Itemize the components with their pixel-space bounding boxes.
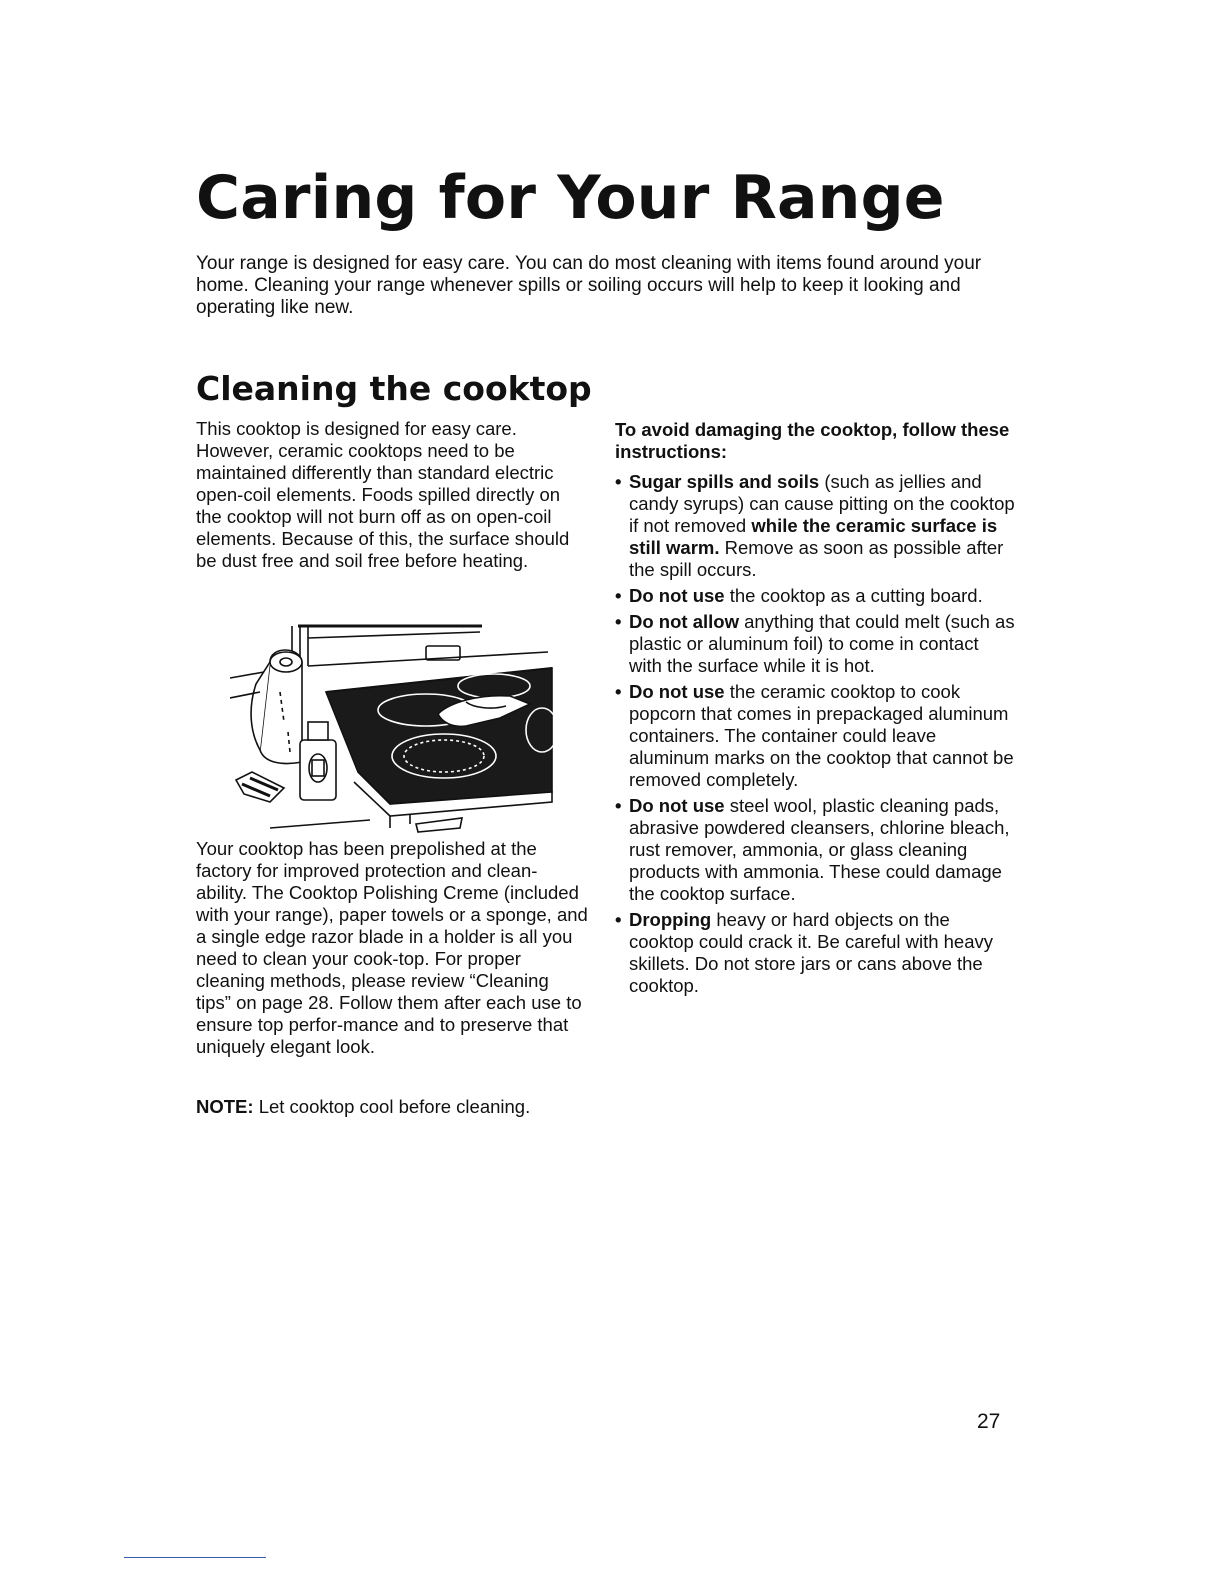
list-item-text: anything that could melt (such as plastic or aluminum foil) to come in contact with the surface while it is hot. xyxy=(629,611,1015,676)
intro-paragraph: Your range is designed for easy care. You can do most cleaning with items found around your home. Cleaning your range whenever spills or soiling occurs will help to keep it looking and operating like new. xyxy=(196,253,982,318)
page-number: 27 xyxy=(977,1410,1001,1433)
list-item-text: the ceramic cooktop to cook popcorn that comes in prepackaged aluminum containers. The container could leave aluminum marks on the cooktop that cannot be removed completely. xyxy=(629,681,1014,790)
left-column xyxy=(196,418,588,572)
instructions-intro-text: To avoid damaging the cooktop, follow these instructions: xyxy=(615,419,1010,462)
prepolished-paragraph: Your cooktop has been prepolished at the factory for improved protection and clean-ability. The Cooktop Polishing Creme (included with your range), paper towels or a sponge, and a single edge razor blade in a holder is all you need to clean your cook-top. For proper cleaning methods, please review “Cleaning tips” on page 28. Follow them after each use to ensure top perfor-mance and to preserve that uniquely elegant look. xyxy=(196,838,588,1057)
list-item xyxy=(615,795,1015,905)
section-heading: Cleaning the cooktop xyxy=(196,369,592,408)
list-item-text: Remove as soon as possible after the spill occurs. xyxy=(629,537,1004,580)
list-item xyxy=(615,585,1015,607)
cooktop-cleaning-illustration xyxy=(230,622,560,840)
cooktop-care-paragraph: This cooktop is designed for easy care. However, ceramic cooktops need to be maintained differently than standard electric open-coil elements. Foods spilled directly on the cooktop will not burn off as on open-coil elements. Because of this, the surface should be dust free and soil free before heating. xyxy=(196,418,570,571)
note-text: Let cooktop cool before cleaning. xyxy=(253,1096,531,1117)
instructions-intro xyxy=(615,419,1015,463)
list-item-text: the cooktop as a cutting board. xyxy=(724,585,983,606)
footer-rule xyxy=(124,1557,266,1558)
list-item xyxy=(615,909,1015,997)
list-item-text: heavy or hard objects on the cooktop could crack it. Be careful with heavy skillets. Do not store jars or cans above the cooktop. xyxy=(629,909,994,996)
list-item-text: steel wool, plastic cleaning pads, abrasive powdered cleansers, chlorine bleach, rust remover, ammonia, or glass cleaning products with ammonia. These could damage the cooktop surface. xyxy=(629,795,1010,904)
list-item-bold: Do not use xyxy=(629,795,725,816)
list-item xyxy=(615,471,1015,581)
list-item xyxy=(615,611,1015,677)
list-item-text: (such as jellies and candy syrups) can cause pitting on the cooktop if not removed xyxy=(629,471,1015,536)
list-item-bold: Dropping xyxy=(629,909,712,930)
list-item-bold: Sugar spills and soils xyxy=(629,471,820,492)
list-item-bold: Do not use xyxy=(629,681,725,702)
list-item-bold: Do not use xyxy=(629,585,725,606)
page-title: Caring for Your Range xyxy=(196,163,945,233)
instructions-list xyxy=(615,471,1015,997)
note-label: NOTE: xyxy=(196,1096,254,1117)
note xyxy=(196,1096,588,1118)
list-item xyxy=(615,681,1015,791)
list-item-bold: while the ceramic surface is still warm. xyxy=(629,515,998,558)
list-item-bold: Do not allow xyxy=(629,611,739,632)
right-column xyxy=(615,419,1015,1001)
